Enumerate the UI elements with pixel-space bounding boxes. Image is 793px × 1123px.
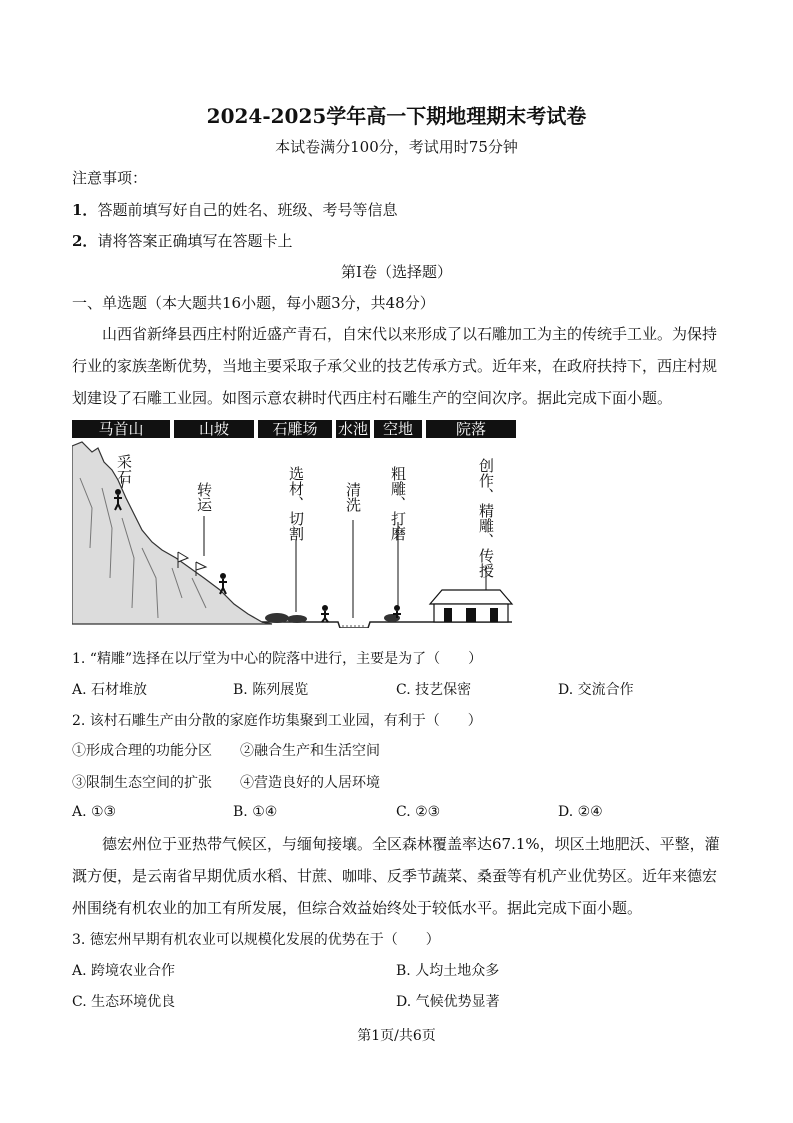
question-1-option-c: C. 技艺保密 [396,682,472,698]
spatial-order-figure [72,418,518,628]
notice-item-2 [72,230,292,251]
question-2-option-a: A. ①③ [72,804,117,820]
ground-line [262,622,512,628]
question-3-option-a: A. 跨境农业合作 [72,963,176,979]
worker-figure [322,605,328,611]
question-1-option-b: B. 陈列展览 [233,682,309,698]
mountain-slope [72,442,272,624]
question-2-statement-2: ②融合生产和生活空间 [240,743,380,759]
zone-label-courtyard: 院落 [455,420,487,438]
notice-item-1 [72,199,397,220]
zone-label-pool: 水池 [337,420,369,438]
notice-heading: 注意事项： [72,169,148,187]
stone-pile [265,613,289,623]
notice-item-number: 1． [72,201,98,219]
zone-label-open-space: 空地 [382,420,414,438]
label-washing: 清洗 [344,482,362,512]
notice-item-text: 请将答案正确填写在答题卡上 [97,232,293,250]
passage-stone-carving: 山西省新绛县西庄村附近盛产青石，自宋代以来形成了以石雕加工为主的传统手工业。为保持行业的家族垄断优势，当地主要采取子承父业的技艺传承方式。近年来，在政府扶持下，西庄村规划建设了石雕工业园。如图示意农耕时代西庄村石雕生产的空间次序。据此完成下面小题。 [72,325,718,407]
exam-title: 2024-2025学年高一下期地理期末考试卷 [206,104,587,128]
notice-item-text: 答题前填写好自己的姓名、班级、考号等信息 [97,201,398,219]
question-2-statement-1: ①形成合理的功能分区 [72,743,212,759]
worker-figure [321,611,329,622]
page-footer: 第1页/共6页 [357,1028,436,1044]
question-1-option-a: A. 石材堆放 [72,682,148,698]
notice-item-number: 2． [72,232,98,250]
passage-dehong: 德宏州位于亚热带气候区，与缅甸接壤。全区森林覆盖率达67.1%，坝区土地肥沃、平整，灌溉方便，是云南省早期优质水稻、甘蔗、咖啡、反季节蔬菜、桑蚕等有机产业优势区。近年来德宏州围绕有机农业的加工有所发展，但综合效益始终处于较低水平。据此完成下面小题。 [72,835,720,917]
worker-figure [220,573,226,579]
zone-label-mountain: 马首山 [98,420,144,438]
part-title: 一、单选题（本大题共16小题，每小题3分，共48分） [72,294,435,312]
question-2-statement-3: ③限制生态空间的扩张 [72,775,212,791]
volume-title: 第I卷（选择题） [341,263,452,281]
stone-pile [287,615,307,623]
courtyard-house [430,590,512,622]
question-2-option-b: B. ①④ [233,804,278,820]
question-3-option-d: D. 气候优势显著 [396,994,500,1010]
question-3-option-b: B. 人均土地众多 [396,963,500,979]
question-3-option-c: C. 生态环境优良 [72,994,176,1010]
zone-label-slope: 山坡 [198,420,230,438]
label-select-cut: 选材、切割 [287,466,305,541]
worker-figure [394,605,400,611]
worker-figure [115,489,121,495]
question-1-option-d: D. 交流合作 [558,682,634,698]
worker-figure [219,579,227,594]
exam-subtitle: 本试卷满分100分，考试用时75分钟 [275,138,518,156]
question-2-option-d: D. ②④ [558,804,603,820]
label-quarrying: 采石 [115,454,133,484]
question-2-statement-4: ④营造良好的人居环境 [240,775,380,791]
question-2-option-c: C. ②③ [396,804,441,820]
zone-label-yard: 石雕场 [272,420,318,438]
label-create-fine-carve-teach: 创作、精雕、传授 [477,458,495,578]
question-2-stem: 2. 该村石雕生产由分散的家庭作坊集聚到工业园，有利于（ ） [72,713,482,729]
question-1-stem: 1. “精雕”选择在以厅堂为中心的院落中进行，主要是为了（ ） [72,651,483,667]
question-3-stem: 3. 德宏州早期有机农业可以规模化发展的优势在于（ ） [72,932,440,948]
label-transport: 转运 [195,482,213,512]
label-rough-carve-polish: 粗雕、打磨 [389,466,407,541]
